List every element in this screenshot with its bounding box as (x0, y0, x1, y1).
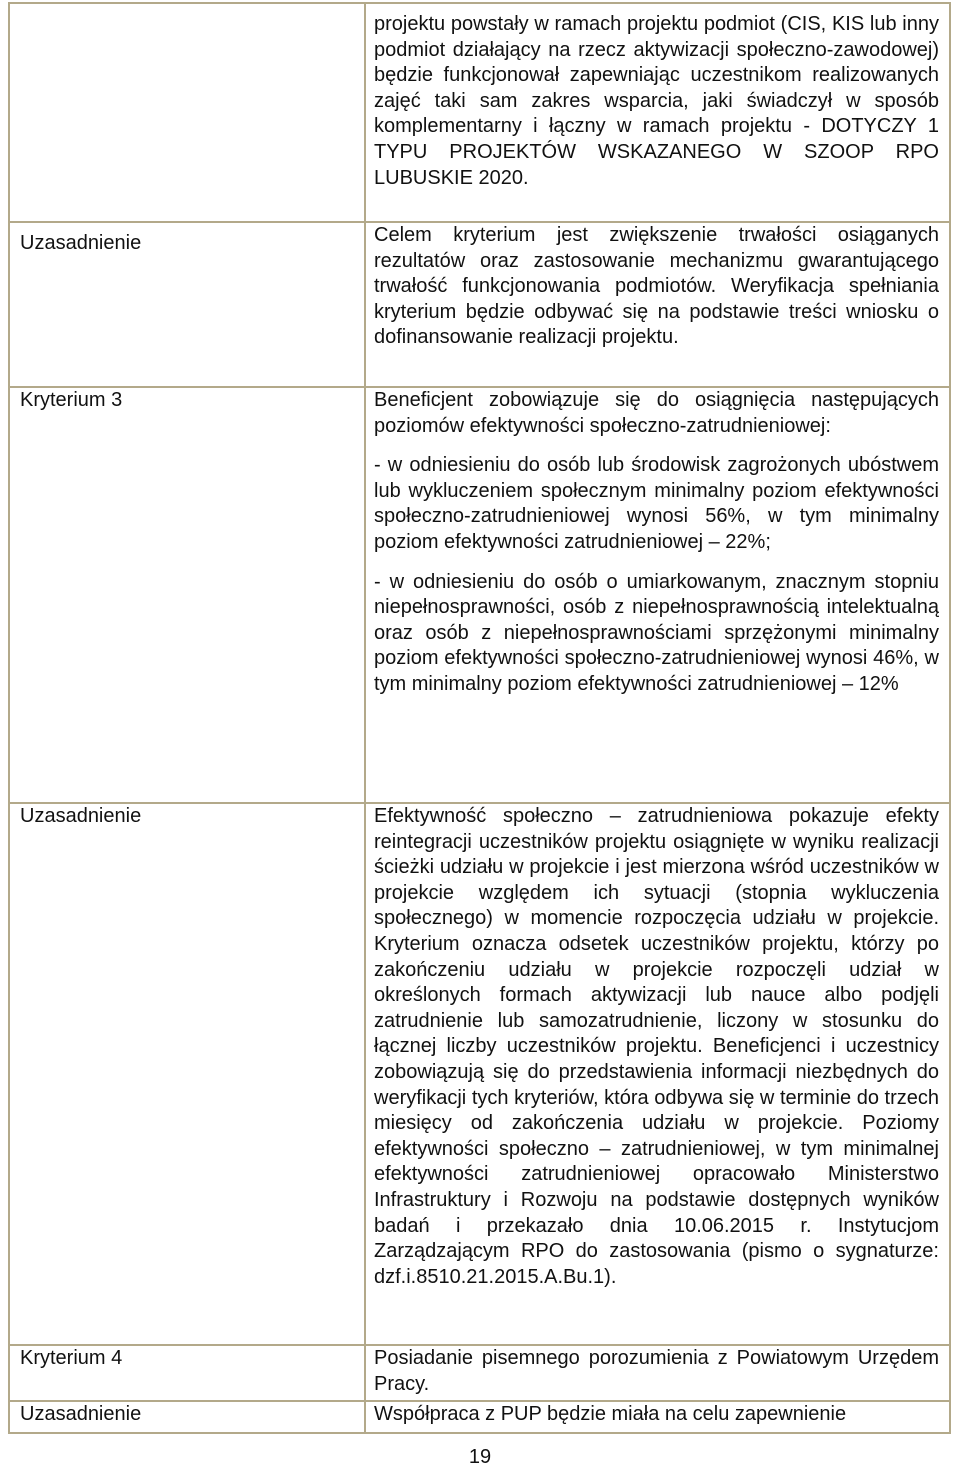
table-row (9, 387, 950, 803)
row-label: Kryterium 4 (20, 1347, 123, 1369)
content-paragraph: Posiadanie pisemnego porozumienia z Powiatowym Urzędem Pracy. (374, 1347, 939, 1395)
row-label-cell (9, 803, 365, 1345)
content-paragraph: Beneficjent zobowiązuje się do osiągnięcia następujących poziomów efektywności społeczno-zatrudnieniowej: (374, 389, 939, 437)
table-row (9, 222, 950, 387)
content-paragraph: Celem kryterium jest zwiększenie trwałości osiąganych rezultatów oraz zastosowanie mechanizmu gwarantującego trwałość funkcjonowania podmiotów. Weryfikacja spełniania kryterium będzie odbywać się na podstawie treści wniosku o dofinansowanie realizacji projektu. (374, 224, 939, 349)
row-content-cell (365, 3, 950, 222)
table-row (9, 1345, 950, 1401)
page-number: 19 (468, 1446, 492, 1468)
row-label-cell (9, 1401, 365, 1433)
row-content-cell (365, 1401, 950, 1433)
criteria-table (8, 2, 951, 1434)
row-label: Kryterium 3 (20, 389, 123, 411)
table-row (9, 1401, 950, 1433)
row-content-cell (365, 222, 950, 387)
content-paragraph: - w odniesieniu do osób lub środowisk zagrożonych ubóstwem lub wykluczeniem społecznym minimalny poziom efektywności społeczno-zatrudnieniowej wynosi 56%, w tym minimalny poziom efektywności zatrudnieniowej – 22%; (374, 454, 939, 553)
table-row (9, 803, 950, 1345)
row-label: Uzasadnienie (20, 1403, 142, 1425)
row-content-cell (365, 387, 950, 803)
content-paragraph: - w odniesieniu do osób o umiarkowanym, znacznym stopniu niepełnosprawności, osób z niepełnosprawnością intelektualną oraz osób z niepełnosprawnościami sprzężonymi minimalny poziom efektywności społeczno-zatrudnieniowej wynosi 46%, w tym minimalny poziom efektywności zatrudnieniowej – 12% (374, 570, 939, 695)
row-label-cell (9, 1345, 365, 1401)
content-paragraph: Współpraca z PUP będzie miała na celu zapewnienie (374, 1403, 847, 1425)
row-label-cell (9, 222, 365, 387)
row-label: Uzasadnienie (20, 805, 142, 827)
row-label: Uzasadnienie (20, 232, 142, 254)
content-paragraph: Efektywność społeczno – zatrudnieniowa pokazuje efekty reintegracji uczestników projektu osiągnięte w wyniku realizacji ścieżki udziału w projekcie i jest mierzona wśród uczestników w projekcie względem ich sytuacji (stopnia wykluczenia społecznego) w momencie rozpoczęcia udziału w projekcie. Kryterium oznacza odsetek uczestników projektu, którzy po zakończeniu udziału w projekcie rozpoczęli udział w określonych formach aktywizacji lub nauce albo podjęli zatrudnienie lub samozatrudnienie, liczony w stosunku do łącznej liczby uczestników projektu. Beneficjenci i uczestnicy zobowiązują się do przedstawienia informacji niezbędnych do weryfikacji tych kryteriów, która odbywa się w terminie do trzech miesięcy od zakończenia udziału w projekcie. Poziomy efektywności społeczno – zatrudnieniowej, w tym minimalnej efektywności zatrudnieniowej opracowało Ministerstwo Infrastruktury i Rozwoju na podstawie dostępnych wyników badań i przekazało dnia 10.06.2015 r. Instytucjom Zarządzającym RPO do zastosowania (pismo o sygnaturze: dzf.i.8510.21.2015.A.Bu.1). (374, 805, 939, 1288)
table-row (9, 3, 950, 222)
row-content-cell (365, 803, 950, 1345)
row-label-cell (9, 387, 365, 803)
row-label-cell (9, 3, 365, 222)
content-paragraph: projektu powstały w ramach projektu podmiot (CIS, KIS lub inny podmiot działający na rzecz aktywizacji społeczno-zawodowej) będzie funkcjonował zapewniając uczestnikom realizowanych zajęć taki sam zakres wsparcia, jaki świadczył w sposób komplementarny i łączny w ramach projektu - DOTYCZY 1 TYPU PROJEKTÓW WSKAZANEGO W SZOOP RPO LUBUSKIE 2020. (374, 13, 939, 189)
row-content-cell (365, 1345, 950, 1401)
